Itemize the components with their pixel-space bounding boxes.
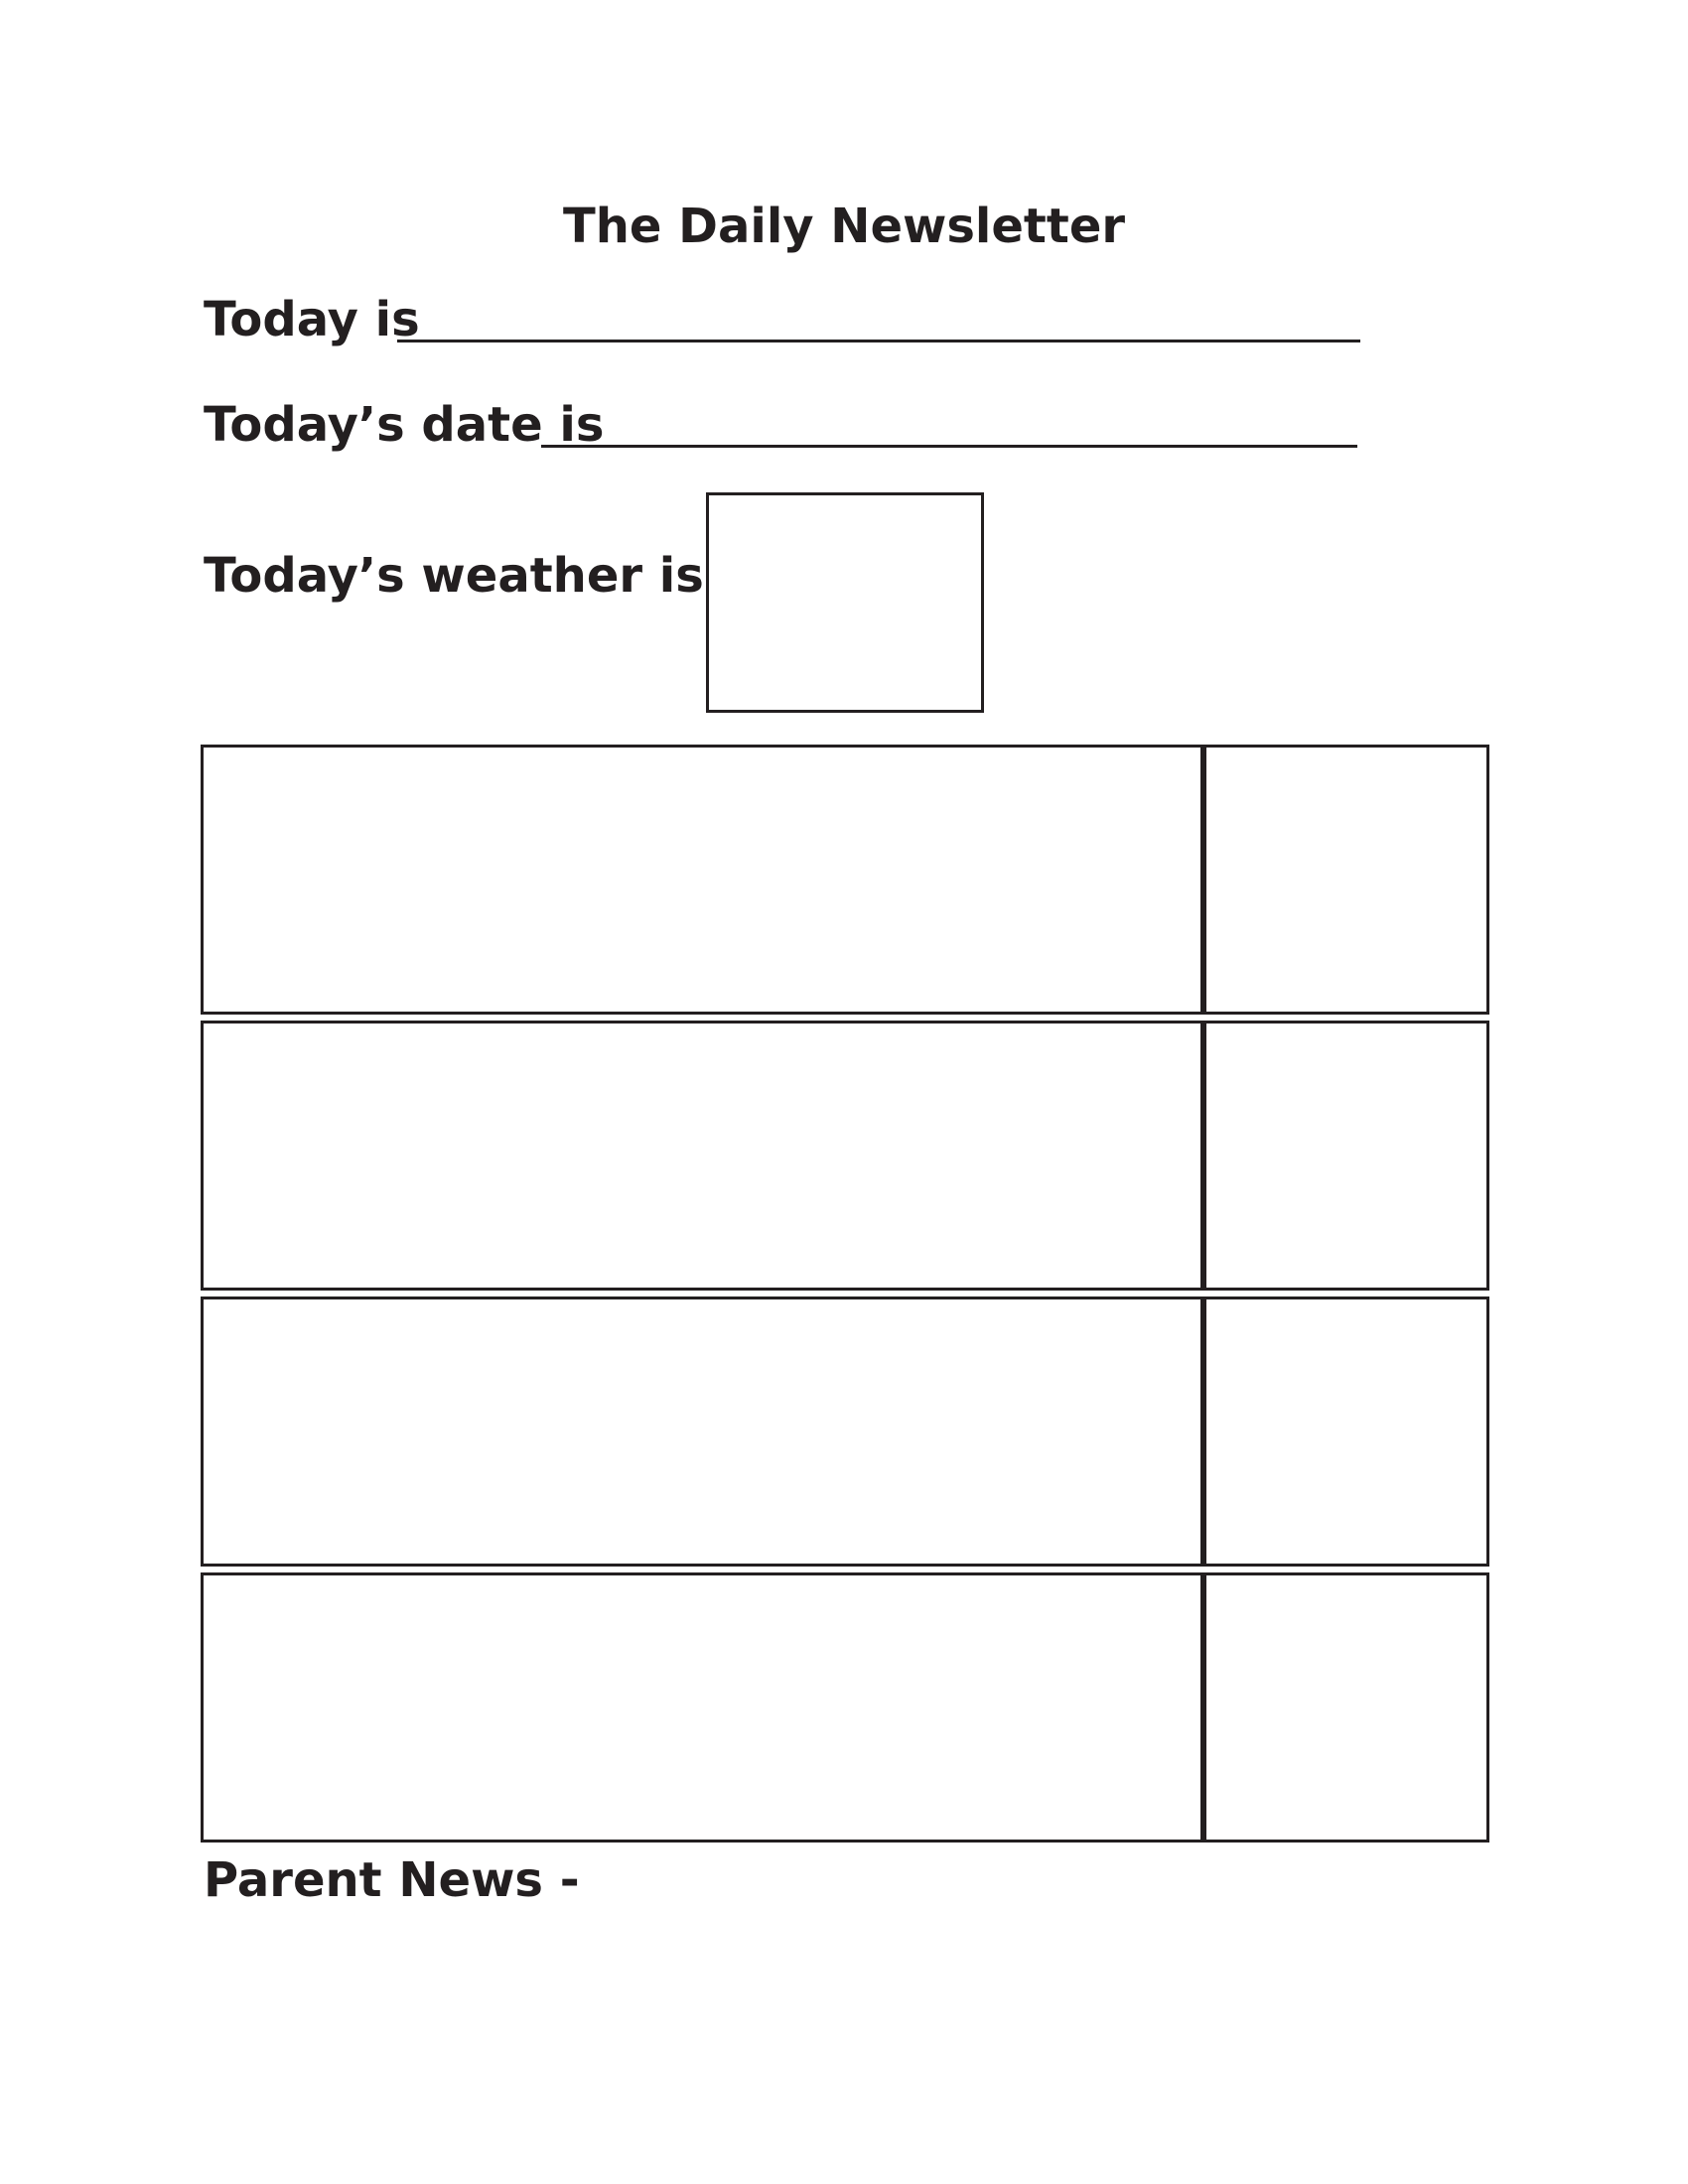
- today-label: Today is: [204, 292, 420, 347]
- panel-row-3-side-box[interactable]: [1203, 1297, 1489, 1567]
- panel-row-4-side-box[interactable]: [1203, 1572, 1489, 1843]
- weather-label: Today’s weather is: [204, 548, 704, 604]
- panel-row-2-main-box[interactable]: [201, 1021, 1203, 1291]
- panel-row-2: [201, 1021, 1489, 1291]
- panel-row-3: [201, 1297, 1489, 1567]
- panel-row-1-side-box[interactable]: [1203, 745, 1489, 1015]
- parent-news-label: Parent News -: [204, 1852, 580, 1908]
- panel-row-1-main-box[interactable]: [201, 745, 1203, 1015]
- newsletter-title: The Daily Newsletter: [562, 199, 1126, 254]
- panel-row-2-side-box[interactable]: [1203, 1021, 1489, 1291]
- date-blank-line[interactable]: [541, 445, 1357, 448]
- today-blank-line[interactable]: [397, 340, 1360, 342]
- panel-row-4: [201, 1572, 1489, 1843]
- date-label: Today’s date is: [204, 397, 605, 453]
- weather-drawing-box[interactable]: [706, 492, 984, 713]
- panel-row-4-main-box[interactable]: [201, 1572, 1203, 1843]
- panel-row-1: [201, 745, 1489, 1015]
- panel-row-3-main-box[interactable]: [201, 1297, 1203, 1567]
